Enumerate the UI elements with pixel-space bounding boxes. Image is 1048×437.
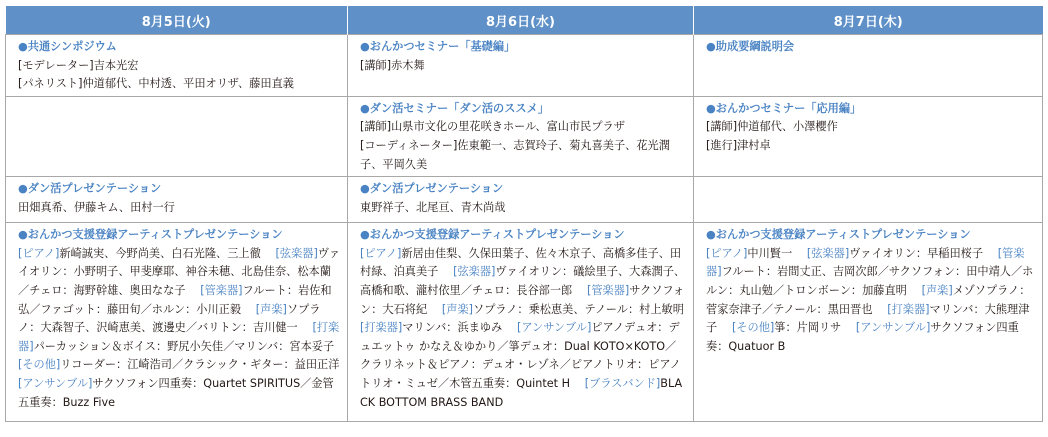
category-label: [打楽器] <box>18 321 340 353</box>
category-text: 箏：片岡リサ <box>774 321 853 335</box>
category-text: ヴァイオリン：早稲田桜子 <box>849 246 995 260</box>
category-text: パーカッション＆ボイス：野尻小矢佳／マリンバ：宮本妥子 <box>33 339 346 353</box>
session-title: ●共通シンポジウム <box>18 40 117 53</box>
header-row <box>6 6 1043 35</box>
session-line: [講師]仲道郁代、小澤櫻作 <box>706 120 838 134</box>
cell-day2-session1 <box>348 35 694 97</box>
schedule-row-4 <box>6 223 1043 422</box>
category-label: [声楽] <box>441 302 473 316</box>
category-text: ヴァイオリン：礒絵里子、大森潤子、高橋和歌、瀧村依里／チェロ：長谷部一郎 <box>360 265 686 297</box>
category-text: サクソフォン四重奏：Quatuor B <box>706 321 1019 353</box>
category-label: [打楽器] <box>887 302 930 316</box>
session-title: ●ダン活プレゼンテーション <box>18 182 162 196</box>
session-title: ●おんかつ支援登録アーティストプレゼンテーション <box>18 228 283 242</box>
schedule-table <box>5 6 1043 422</box>
session-line: [講師]赤木舞 <box>360 58 425 72</box>
category-label: [管楽器] <box>200 283 243 297</box>
session-line: [コーディネーター]佐東範一、志賀玲子、菊丸喜美子、花光潤子、平岡久美 <box>360 138 670 171</box>
category-label: [弦楽器] <box>275 246 318 260</box>
schedule-row-1 <box>6 35 1043 97</box>
category-label: [打楽器] <box>360 321 403 335</box>
category-text: メゾソプラノ：菅家奈津子／テノール：黒田晋也 <box>706 283 1031 316</box>
category-label: [管楽器] <box>706 246 1025 279</box>
session-title: ●おんかつ支援登録アーティストプレゼンテーション <box>360 228 625 242</box>
session-line: [パネリスト]仲道郁代、中村透、平田オリザ、藤田直義 <box>18 77 294 91</box>
category-text: フルート：岩佐和弘／ファゴット：藤田旬／ホルン：小川正毅 <box>18 283 332 316</box>
session-title: ●ダン活プレゼンテーション <box>360 182 504 196</box>
category-label: [その他] <box>18 358 61 372</box>
category-text: マリンバ：浜まゆみ <box>402 321 514 335</box>
cell-day2-artists <box>348 223 694 422</box>
cell-day2-session2 <box>348 96 694 176</box>
session-title: ●おんかつセミナー「基礎編」 <box>360 40 516 53</box>
category-text: ヴァイオリン：小野明子、甲斐摩耶、神谷未穂、北島佳奈、松本蘭／チェロ：海野幹雄、奥田なな子 <box>18 246 341 297</box>
header-day1: 8月5日(火) <box>6 6 348 35</box>
session-line: 田畑真希、伊藤キム、田村一行 <box>18 200 175 214</box>
session-line: [モデレーター]吉本光宏 <box>18 58 139 72</box>
cell-day1-session3 <box>6 177 348 223</box>
category-label: [アンサンブル] <box>855 321 931 335</box>
session-title: ●おんかつセミナー「応用編」 <box>706 101 862 115</box>
category-text: ピアノデュオ：デュエットゥ かなえ＆ゆかり／箏デュオ：Dual KOTO×KOTO／クラリネット＆ピアノ：デュオ・レゾネ／ピアノトリオ：ピアノトリオ・ミュゼ／木管五重奏：Quintet H <box>360 321 681 390</box>
category-text: マリンバ：大熊理津子 <box>706 302 1030 335</box>
category-label: [ブラスバンド] <box>584 376 661 390</box>
category-label: [声楽] <box>255 302 287 316</box>
cell-day3-session2 <box>694 96 1043 176</box>
category-label: [アンサンブル] <box>18 376 93 390</box>
category-text: ソプラノ：大森智子、沢崎恵美、渡邊史／バリトン：吉川健一 <box>18 302 321 335</box>
cell-day1-session2 <box>6 96 348 176</box>
cell-day2-session3 <box>348 177 694 223</box>
category-label: [その他] <box>731 321 775 335</box>
category-text: 新居由佳梨、久保田葉子、佐々木京子、高橋多佳子、田村緑、泊真美子 <box>360 246 682 279</box>
category-text: リコーダー：江崎浩司／クラシック・ギター：益田正洋 <box>60 358 351 372</box>
category-text: サクソフォン四重奏：Quartet SPIRITUS／金管五重奏：Buzz Five <box>18 376 334 409</box>
category-label: [弦楽器] <box>806 246 850 260</box>
category-text: BLACK BOTTOM BRASS BAND <box>360 376 683 409</box>
header-day2: 8月6日(水) <box>348 6 694 35</box>
session-title: ●助成要綱説明会 <box>706 40 795 53</box>
cell-day3-session3 <box>694 177 1043 223</box>
category-text: サクソフォン：大石将紀 <box>360 283 685 316</box>
category-text: 新崎誠実、今野尚美、白石光隆、三上徹 <box>59 246 272 260</box>
category-text: フルート：岩間丈正、吉岡次郎／サクソフォン：田中靖人／ホルン：丸山勉／トロンボーン：加藤直明 <box>706 265 1034 297</box>
schedule-row-2 <box>6 96 1043 176</box>
cell-day1-artists <box>6 223 351 422</box>
category-label: [声楽] <box>921 283 953 297</box>
category-text: 中川賢一 <box>747 246 804 260</box>
cell-day3-session1 <box>694 35 1043 97</box>
session-title: ●ダン活セミナー「ダン活のススメ」 <box>360 101 549 115</box>
header-day3: 8月7日(木) <box>694 6 1043 35</box>
cell-day3-artists <box>694 223 1043 422</box>
category-label: [管楽器] <box>586 283 630 297</box>
category-label: [ピアノ] <box>706 246 748 260</box>
category-label: [アンサンブル] <box>516 321 592 335</box>
category-text: ソプラノ：乗松恵美、テノール：村上敏明 <box>473 302 696 316</box>
session-line: [進行]津村卓 <box>706 138 771 152</box>
session-title: ●おんかつ支援登録アーティストプレゼンテーション <box>706 228 971 242</box>
session-line: [講師]山県市文化の里花咲きホール、富山市民プラザ <box>360 120 625 134</box>
cell-day1-session1 <box>6 35 348 97</box>
schedule-row-3 <box>6 177 1043 223</box>
category-label: [弦楽器] <box>453 265 496 279</box>
category-label: [ピアノ] <box>360 246 402 260</box>
session-line: 東野祥子、北尾亘、青木尚哉 <box>360 200 506 214</box>
category-label: [ピアノ] <box>18 246 60 260</box>
